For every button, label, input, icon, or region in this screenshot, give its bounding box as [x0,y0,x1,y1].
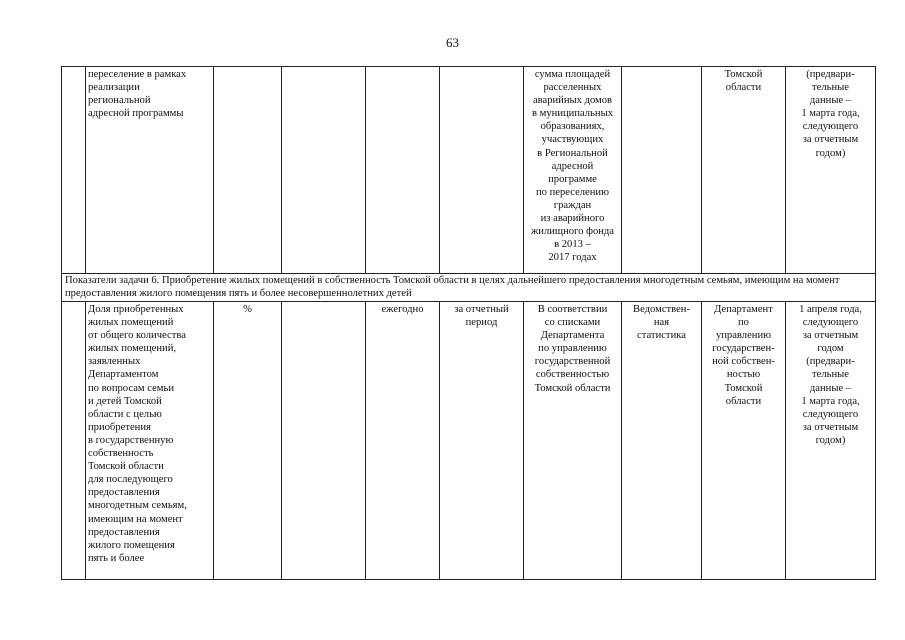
responsible-cell: Департамент по управлению государствен- ной собствен- ностью Томской области [702,302,786,580]
indicator-cell: переселение в рамках реализации региональной адресной программы [86,67,214,274]
row-number-cell [62,302,86,580]
periodicity-cell [366,67,440,274]
table-row [62,67,876,274]
row-number-cell [62,67,86,274]
method-cell: В соответствии со списками Департамента по управлению государственной собственностью Томской области [524,302,622,580]
unit-cell [214,67,282,274]
responsible-cell: Томской области [702,67,786,274]
page-number: 63 [446,35,459,50]
periodicity-cell: ежегодно [366,302,440,580]
indicator-cell: Доля приобретенных жилых помещений от общего количества жилых помещений, заявленных Департаментом по вопросам семьи и детей Томской области с целью приобретения в государственную собственность Томской области для последующего предоставления многодетным семьям, имеющим на момент предоставления жилого помещения пять и более [86,302,214,580]
time-characteristic-cell: за отчетный период [440,302,524,580]
method-cell: сумма площадей расселенных аварийных домов в муниципальных образованиях, участвующих в Региональной адресной программе по переселению граждан из аварийного жилищного фонда в 2013 – 2017 годах [524,67,622,274]
unit-cell: % [214,302,282,580]
source-cell: Ведомствен- ная статистика [622,302,702,580]
base-value-cell [282,302,366,580]
time-characteristic-cell [440,67,524,274]
base-value-cell [282,67,366,274]
source-cell [622,67,702,274]
table-row [62,302,876,580]
deadline-cell: 1 апреля года, следующего за отчетным годом (предвари- тельные данные – 1 марта года, следующего за отчетным годом) [786,302,876,580]
section-header: Показатели задачи 6. Приобретение жилых помещений в собственность Томской области в целях дальнейшего предоставления многодетным семьям, имеющим на момент предоставления жилого помещения пять и более несовершеннолетних детей [62,274,876,302]
indicators-table [61,66,876,580]
section-header-row [62,274,876,302]
deadline-cell: (предвари- тельные данные – 1 марта года, следующего за отчетным годом) [786,67,876,274]
